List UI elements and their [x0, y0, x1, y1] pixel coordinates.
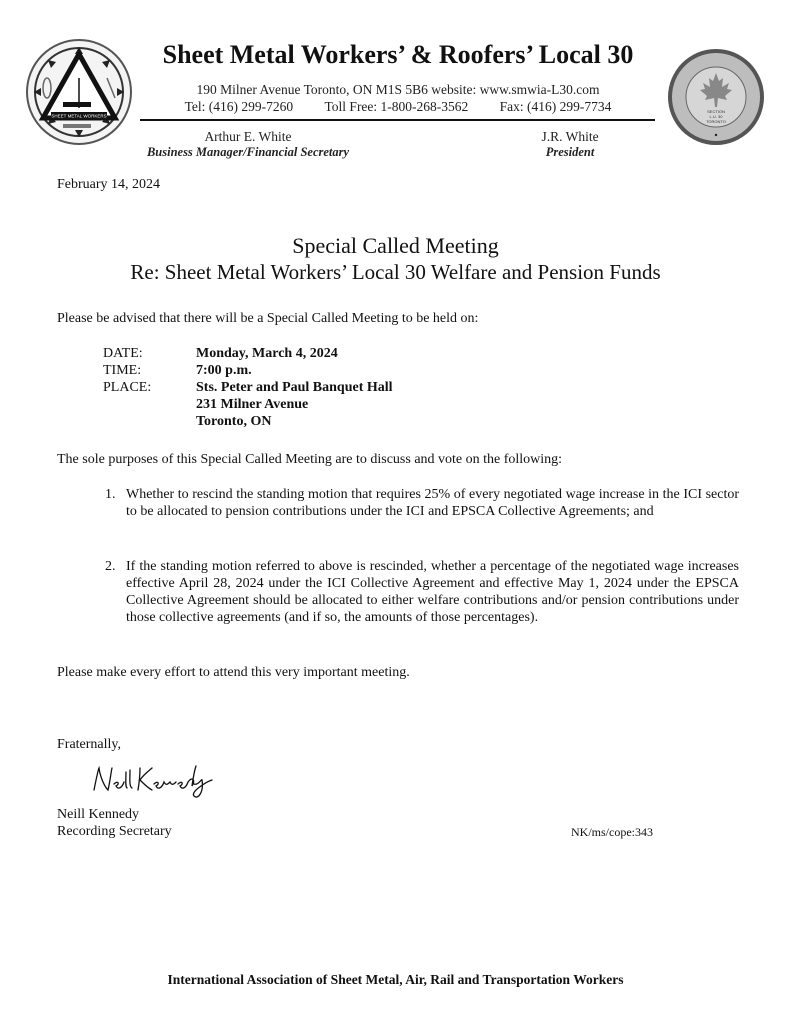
union-triangle-emblem-icon — [25, 38, 133, 146]
fax: Fax: (416) 299-7734 — [499, 99, 612, 114]
contact-line — [138, 99, 658, 115]
footer-affiliation: International Association of Sheet Metal, Air, Rail and Transportation Workers — [167, 972, 624, 987]
reference-code: NK/ms/cope:343 — [571, 825, 653, 839]
letter-subject: Re: Sheet Metal Workers’ Local 30 Welfare and Pension Funds — [130, 260, 661, 284]
officer-name: Arthur E. White — [204, 129, 292, 144]
signer-name: Neill Kennedy — [57, 807, 140, 822]
time-value: 7:00 p.m. — [196, 363, 252, 378]
time-label: TIME: — [103, 363, 142, 378]
place-label: PLACE: — [103, 380, 152, 395]
svg-text:SHEET METAL WORKERS: SHEET METAL WORKERS — [51, 113, 107, 119]
telephone: Tel: (416) 299-7260 — [184, 99, 294, 114]
place-line: 231 Milner Avenue — [196, 397, 309, 412]
signer-title: Recording Secretary — [57, 824, 172, 839]
organization-address: 190 Milner Avenue Toronto, ON M1S 5B6 website: www.smwia-L30.com — [196, 82, 600, 97]
purpose-paragraph: The sole purposes of this Special Called Meeting are to discuss and vote on the following: — [57, 452, 563, 467]
date-label: DATE: — [103, 346, 143, 361]
date-value: Monday, March 4, 2024 — [196, 346, 338, 361]
agenda-item-text: Whether to rescind the standing motion that requires 25% of every negotiated wage increase in the ICI sector to be allocated to pension contributions under the ICI and EPSCA Collective Agreements; and — [126, 487, 739, 519]
maple-leaf-seal-icon — [666, 47, 766, 147]
agenda-item-number: 2. — [105, 559, 116, 574]
officer-business-manager — [138, 129, 358, 160]
toll-free: Toll Free: 1-800-268-3562 — [324, 99, 469, 114]
letter-date: February 14, 2024 — [57, 177, 161, 192]
letter-title: Special Called Meeting — [292, 233, 499, 258]
closing-paragraph: Please make every effort to attend this very important meeting. — [57, 665, 410, 680]
svg-text:SECTION: SECTION — [707, 109, 725, 114]
place-line: Toronto, ON — [196, 414, 272, 429]
agenda-item-text: If the standing motion referred to above is rescinded, whether a percentage of the negotiated wage increases effective April 28, 2024 under the ICI Collective Agreement and effective May 1, 2024 under the EPSCA Collective Agreement should be allocated to either welfare contributions and/or pension contributions under those collective agreements (and if so, the amounts of those percentages). — [126, 559, 739, 625]
officer-name: J.R. White — [541, 129, 599, 144]
place-line: Sts. Peter and Paul Banquet Hall — [196, 380, 393, 395]
handwritten-signature — [90, 762, 220, 802]
officer-title: Business Manager/Financial Secretary — [146, 145, 350, 159]
officer-title: President — [545, 145, 595, 159]
intro-paragraph: Please be advised that there will be a Special Called Meeting to be held on: — [57, 311, 479, 326]
organization-name: Sheet Metal Workers’ & Roofers’ Local 30 — [162, 40, 634, 69]
svg-text:L.U. 30: L.U. 30 — [709, 114, 723, 119]
salutation: Fraternally, — [57, 737, 122, 752]
letterhead-divider — [140, 119, 655, 121]
svg-text:TORONTO: TORONTO — [706, 119, 726, 124]
officer-president — [510, 129, 630, 160]
agenda-item-number: 1. — [105, 487, 116, 502]
